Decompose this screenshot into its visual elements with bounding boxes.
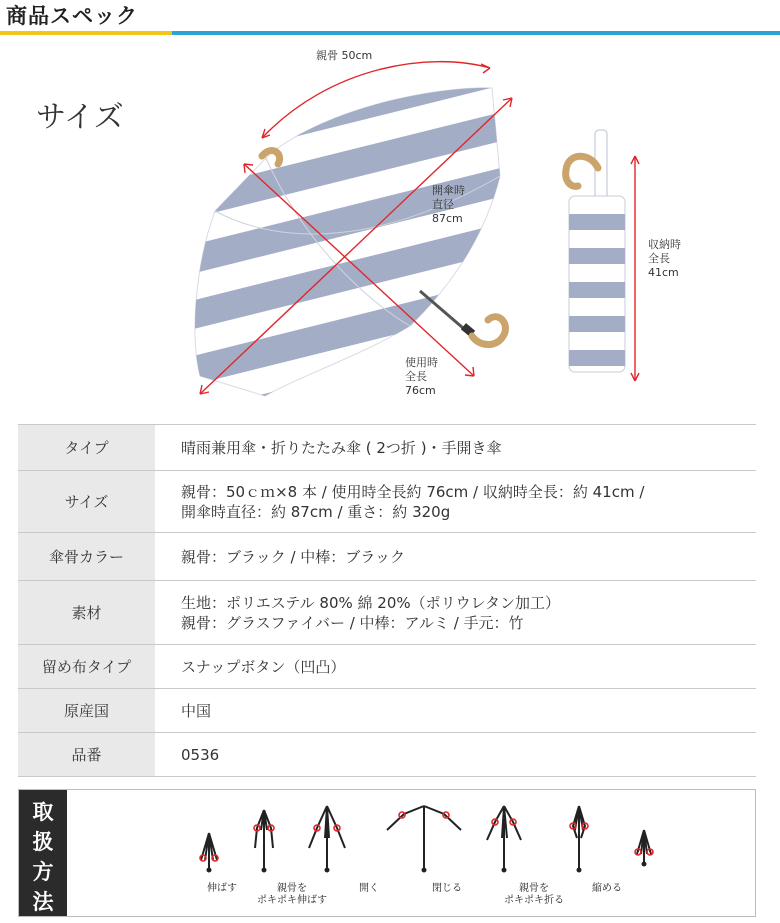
total-length-label-2: 全長 bbox=[405, 370, 427, 383]
fully-open-step-icon bbox=[387, 806, 461, 870]
extend-step-icon bbox=[201, 833, 217, 870]
umbrella-size-illustration bbox=[0, 36, 780, 416]
spec-value: 生地：ポリエステル 80% 綿 20%（ポリウレタン加工） 親骨：グラスファイバー / 中棒：アルミ / 手元：竹 bbox=[155, 581, 756, 645]
spec-row-type bbox=[18, 425, 756, 471]
handling-section bbox=[18, 789, 756, 917]
header-underline-blue bbox=[172, 31, 780, 35]
section-header bbox=[0, 0, 780, 34]
open-diameter-value: 87cm bbox=[432, 212, 463, 225]
rib-length-label: 親骨 50cm bbox=[316, 49, 373, 62]
step-label-shorten: 縮める bbox=[592, 883, 622, 894]
step-label-open: 開く bbox=[359, 883, 379, 894]
open-diameter-label-1: 開傘時 bbox=[432, 184, 465, 197]
total-length-label-1: 使用時 bbox=[405, 356, 438, 369]
spec-value: 中国 bbox=[155, 689, 756, 733]
spec-row-origin bbox=[18, 689, 756, 733]
spec-row-frame-color bbox=[18, 533, 756, 581]
folded-length-value: 41cm bbox=[648, 266, 679, 279]
spec-value: 晴雨兼用傘・折りたたみ傘 ( 2つ折 )・手開き傘 bbox=[155, 425, 756, 471]
spec-table bbox=[18, 424, 756, 777]
spec-row-size bbox=[18, 471, 756, 533]
spec-row-fastener bbox=[18, 645, 756, 689]
header-underline-yellow bbox=[0, 31, 172, 35]
spec-key: 傘骨カラー bbox=[18, 533, 155, 581]
total-length-value: 76cm bbox=[405, 384, 436, 397]
spec-value: 親骨：50ｃｍ×8 本 / 使用時全長約 76cm / 収納時全長：約 41cm / 開傘時直径：約 87cm / 重さ：約 320g bbox=[155, 471, 756, 533]
spec-key: 素材 bbox=[18, 581, 155, 645]
step-label-fold-ribs: 親骨を ポキポキ折る bbox=[504, 883, 564, 906]
folded-umbrella bbox=[560, 130, 640, 372]
open-umbrella bbox=[122, 49, 602, 416]
fold-ribs-step-icon bbox=[573, 806, 585, 870]
folded-length-label-1: 収納時 bbox=[648, 238, 681, 251]
step-label-extend: 伸ばす bbox=[207, 883, 237, 894]
unfold-ribs-step-icon bbox=[255, 810, 273, 870]
spec-row-material bbox=[18, 581, 756, 645]
close-step-icon bbox=[487, 806, 521, 870]
section-title: 商品スペック bbox=[6, 4, 138, 28]
spec-key: 原産国 bbox=[18, 689, 155, 733]
spec-value: 0536 bbox=[155, 733, 756, 777]
spec-key: タイプ bbox=[18, 425, 155, 471]
open-step-icon bbox=[309, 806, 345, 870]
folded-length-label-2: 全長 bbox=[648, 252, 670, 265]
spec-key: 品番 bbox=[18, 733, 155, 777]
spec-key: 留め布タイプ bbox=[18, 645, 155, 689]
spec-value: 親骨：ブラック / 中棒：ブラック bbox=[155, 533, 756, 581]
step-label-unfold-ribs: 親骨を ポキポキ伸ばす bbox=[257, 883, 327, 906]
spec-row-product-number bbox=[18, 733, 756, 777]
size-heading: サイズ bbox=[36, 100, 124, 135]
handling-title: 取 扱 方 法 bbox=[19, 790, 67, 916]
shorten-step-icon bbox=[637, 830, 651, 864]
open-diameter-label-2: 直径 bbox=[432, 198, 454, 211]
spec-value: スナップボタン（凹凸） bbox=[155, 645, 756, 689]
spec-key: サイズ bbox=[18, 471, 155, 533]
step-label-close: 閉じる bbox=[432, 883, 462, 894]
handling-steps-diagram bbox=[189, 798, 659, 878]
